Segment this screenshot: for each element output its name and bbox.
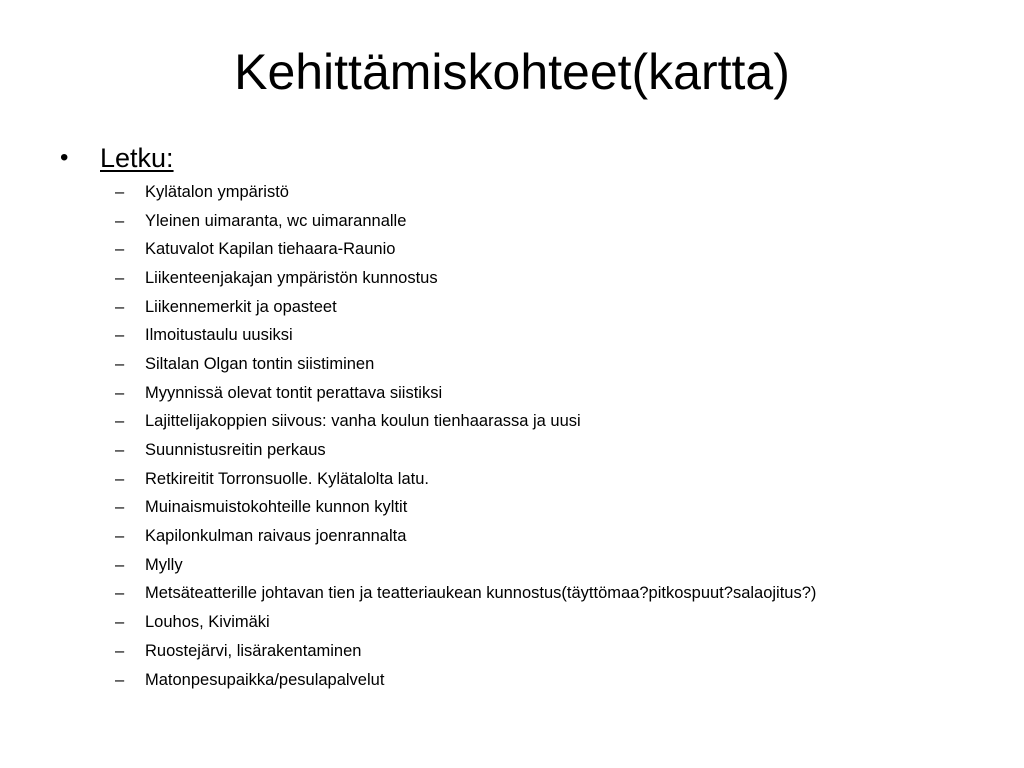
list-item (115, 350, 816, 379)
list-item-text: Muinaismuistokohteille kunnon kyltit (145, 498, 408, 517)
list-item (115, 207, 816, 236)
list-item-text: Suunnistusreitin perkaus (145, 441, 326, 460)
list-item-text: Liikenteenjakajan ympäristön kunnostus (145, 268, 438, 287)
list-item-text: Myynnissä olevat tontit perattava siistiksi (145, 383, 443, 402)
dash-marker: – (115, 182, 125, 201)
dash-marker: – (115, 354, 125, 373)
list-item (115, 264, 816, 293)
list-item (115, 321, 816, 350)
dash-marker: – (115, 469, 125, 488)
list-item-text: Mylly (145, 555, 183, 574)
list-item-text: Retkireitit Torronsuolle. Kylätalolta latu. (145, 469, 429, 488)
dash-marker: – (115, 613, 125, 632)
list-item (115, 494, 816, 523)
list-item (115, 522, 816, 551)
dash-marker: – (115, 297, 125, 316)
bullet-marker: • (60, 144, 69, 171)
list-item (115, 666, 816, 695)
dash-marker: – (115, 498, 125, 517)
list-item-text: Metsäteatterille johtavan tien ja teatteriaukean kunnostus(täyttömaa?pitkospuut?salaojitus?) (145, 584, 817, 603)
list-item (115, 637, 816, 666)
list-item-text: Kapilonkulman raivaus joenrannalta (145, 527, 407, 546)
list-item (115, 379, 816, 408)
dash-marker: – (115, 555, 125, 574)
dash-marker: – (115, 441, 125, 460)
list-item-text: Siltalan Olgan tontin siistiminen (145, 354, 375, 373)
list-item-text: Ilmoitustaulu uusiksi (145, 326, 293, 345)
list-item (115, 178, 816, 207)
main-bullet-item (60, 136, 174, 180)
list-item-text: Matonpesupaikka/pesulapalvelut (145, 670, 385, 689)
dash-marker: – (115, 211, 125, 230)
main-item-label: Letku: (100, 143, 174, 173)
dash-marker: – (115, 412, 125, 431)
list-item-text: Yleinen uimaranta, wc uimarannalle (145, 211, 407, 230)
list-item-text: Lajittelijakoppien siivous: vanha koulun tienhaarassa ja uusi (145, 412, 581, 431)
dash-marker: – (115, 641, 125, 660)
dash-marker: – (115, 584, 125, 603)
list-item-text: Ruostejärvi, lisärakentaminen (145, 641, 362, 660)
list-item (115, 436, 816, 465)
list-item (115, 608, 816, 637)
list-item (115, 551, 816, 580)
list-item (115, 293, 816, 322)
list-item-text: Louhos, Kivimäki (145, 613, 270, 632)
dash-marker: – (115, 240, 125, 259)
list-item-text: Katuvalot Kapilan tiehaara-Raunio (145, 240, 396, 259)
slide-title: Kehittämiskohteet(kartta) (234, 44, 790, 100)
list-item (115, 465, 816, 494)
list-item-text: Liikennemerkit ja opasteet (145, 297, 337, 316)
dash-marker: – (115, 670, 125, 689)
list-item (115, 408, 816, 437)
list-item (115, 235, 816, 264)
dash-marker: – (115, 326, 125, 345)
dash-marker: – (115, 527, 125, 546)
dash-marker: – (115, 268, 125, 287)
sub-item-list (115, 178, 816, 694)
list-item (115, 580, 816, 609)
dash-marker: – (115, 383, 125, 402)
list-item-text: Kylätalon ympäristö (145, 182, 289, 201)
